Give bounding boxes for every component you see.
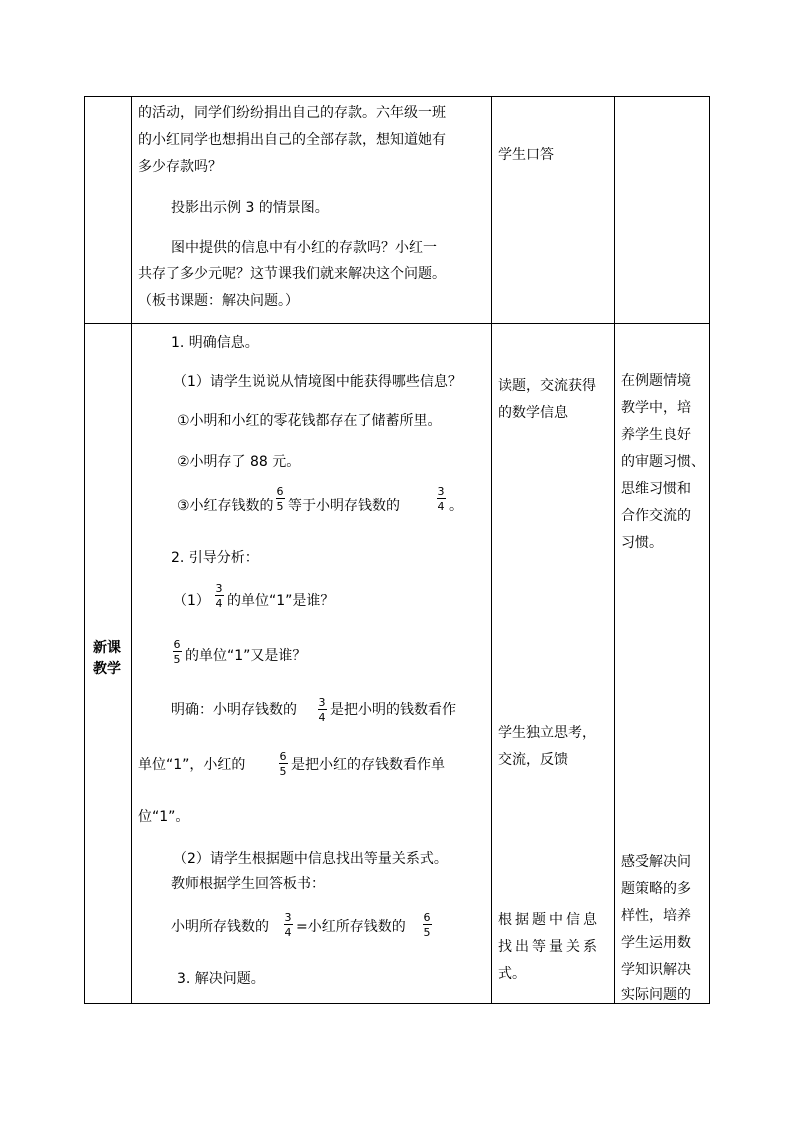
table-col-divider-3 bbox=[614, 96, 615, 1004]
table-border-top bbox=[84, 96, 710, 97]
fraction-bar bbox=[173, 651, 182, 652]
step3-title: 3. 解决问题。 bbox=[177, 971, 265, 987]
fraction-6-5-den: 5 bbox=[173, 653, 181, 666]
intent-1-line-4: 的审题习惯、 bbox=[621, 454, 705, 470]
intent-1-line-3: 养学生良好 bbox=[621, 427, 691, 443]
fraction-3-4-den: 4 bbox=[318, 711, 326, 724]
intent-2-line-2: 题策略的多 bbox=[621, 881, 691, 897]
fraction-3-4-num: 3 bbox=[318, 696, 326, 709]
row1-student-activity: 学生口答 bbox=[498, 147, 554, 163]
section-label-line-1: 新课 bbox=[93, 640, 121, 656]
fraction-6-5-den: 5 bbox=[276, 500, 284, 513]
row1-question-line-2: 共存了多少元呢？这节课我们就来解决这个问题。 bbox=[138, 266, 446, 282]
intent-2-line-6: 实际问题的 bbox=[621, 987, 691, 1003]
fraction-bar bbox=[437, 498, 446, 499]
student-activity-2-line-2: 交流，反馈 bbox=[498, 752, 568, 768]
fraction-6-5-num: 6 bbox=[276, 485, 284, 498]
intent-1-line-1: 在例题情境 bbox=[621, 373, 691, 389]
fraction-3-4-den: 4 bbox=[437, 500, 445, 513]
step2-title: 2. 引导分析： bbox=[171, 550, 259, 566]
row1-question-line-3: （板书课题：解决问题。） bbox=[138, 293, 299, 309]
student-activity-1-line-2: 的数学信息 bbox=[498, 405, 568, 421]
intent-1-line-6: 合作交流的 bbox=[621, 508, 691, 524]
student-activity-2-line-1: 学生独立思考， bbox=[498, 725, 596, 741]
info-item-2: ②小明存了 88 元。 bbox=[177, 454, 301, 470]
unit-part-c: 位“1”。 bbox=[138, 809, 190, 825]
table-border-bottom bbox=[84, 1003, 710, 1004]
step1-question: （1）请学生说说从情境图中能获得哪些信息？ bbox=[173, 374, 462, 390]
table-col-divider-1 bbox=[131, 96, 132, 1004]
fraction-bar bbox=[284, 924, 293, 925]
student-activity-3-line-2: 找出等量关系 bbox=[498, 939, 600, 955]
fraction-bar bbox=[276, 498, 285, 499]
step2-question-2: （2）请学生根据题中信息找出等量关系式。 bbox=[173, 851, 448, 867]
info-item-3-part-a: ③小红存钱数的 bbox=[177, 498, 274, 514]
question-1-text: 的单位“1”是谁？ bbox=[227, 593, 335, 609]
row1-content-line-2: 的小红同学也想捐出自己的全部存款，想知道她有 bbox=[138, 132, 446, 148]
step1-title: 1. 明确信息。 bbox=[171, 335, 259, 351]
student-activity-3-line-3: 式。 bbox=[498, 966, 526, 982]
info-item-1: ①小明和小红的零花钱都存在了储蓄所里。 bbox=[177, 413, 442, 429]
table-col-divider-2 bbox=[491, 96, 492, 1004]
fraction-bar bbox=[279, 763, 288, 764]
teacher-board: 教师根据学生回答板书： bbox=[171, 876, 325, 892]
table-border-right bbox=[709, 96, 710, 1004]
fraction-3-4-num: 3 bbox=[215, 582, 223, 595]
fraction-3-4-num: 3 bbox=[284, 911, 292, 924]
clarify-part-b: 是把小明的钱数看作 bbox=[330, 702, 456, 718]
clarify-part-a: 明确：小明存钱数的 bbox=[171, 702, 297, 718]
fraction-6-5-den: 5 bbox=[279, 765, 287, 778]
table-border-left bbox=[84, 96, 85, 1004]
fraction-3-4-num: 3 bbox=[437, 485, 445, 498]
section-label-line-2: 教学 bbox=[93, 661, 121, 677]
question-2-text: 的单位“1”又是谁？ bbox=[185, 648, 307, 664]
intent-1-line-5: 思维习惯和 bbox=[621, 481, 691, 497]
fraction-6-5-num: 6 bbox=[279, 750, 287, 763]
intent-1-line-2: 教学中，培 bbox=[621, 400, 691, 416]
fraction-bar bbox=[423, 924, 432, 925]
equation-part-a: 小明所存钱数的 bbox=[171, 919, 269, 935]
student-activity-1-line-1: 读题，交流获得 bbox=[498, 378, 596, 394]
fraction-bar bbox=[215, 595, 224, 596]
info-item-3-part-b: 等于小明存钱数的 bbox=[288, 498, 400, 514]
unit-part-b: 是把小红的存钱数看作单 bbox=[291, 757, 445, 773]
fraction-3-4-den: 4 bbox=[215, 597, 223, 610]
info-item-3-part-c: 。 bbox=[449, 498, 463, 514]
fraction-6-5-den: 5 bbox=[423, 926, 431, 939]
row1-content-line-1: 的活动，同学们纷纷捐出自己的存款。六年级一班 bbox=[138, 105, 446, 121]
equation-part-b: =小红所存钱数的 bbox=[296, 919, 406, 935]
intent-2-line-4: 学生运用数 bbox=[621, 935, 691, 951]
student-activity-3-line-1: 根据题中信息 bbox=[498, 912, 600, 928]
table-border-row-divider bbox=[84, 323, 710, 324]
unit-part-a: 单位“1”，小红的 bbox=[138, 757, 246, 773]
intent-1-line-7: 习惯。 bbox=[621, 535, 663, 551]
intent-2-line-3: 样性，培养 bbox=[621, 908, 691, 924]
fraction-6-5-num: 6 bbox=[173, 638, 181, 651]
fraction-6-5-num: 6 bbox=[423, 911, 431, 924]
fraction-3-4-den: 4 bbox=[284, 926, 292, 939]
question-1-prefix: （1） bbox=[173, 593, 210, 609]
row1-content-line-3: 多少存款吗？ bbox=[138, 159, 222, 175]
intent-2-line-5: 学知识解决 bbox=[621, 962, 691, 978]
fraction-bar bbox=[318, 709, 327, 710]
row1-question-line-1: 图中提供的信息中有小红的存款吗？小红一 bbox=[171, 240, 437, 256]
intent-2-line-1: 感受解决问 bbox=[621, 854, 691, 870]
row1-projection: 投影出示例 3 的情景图。 bbox=[171, 200, 329, 216]
